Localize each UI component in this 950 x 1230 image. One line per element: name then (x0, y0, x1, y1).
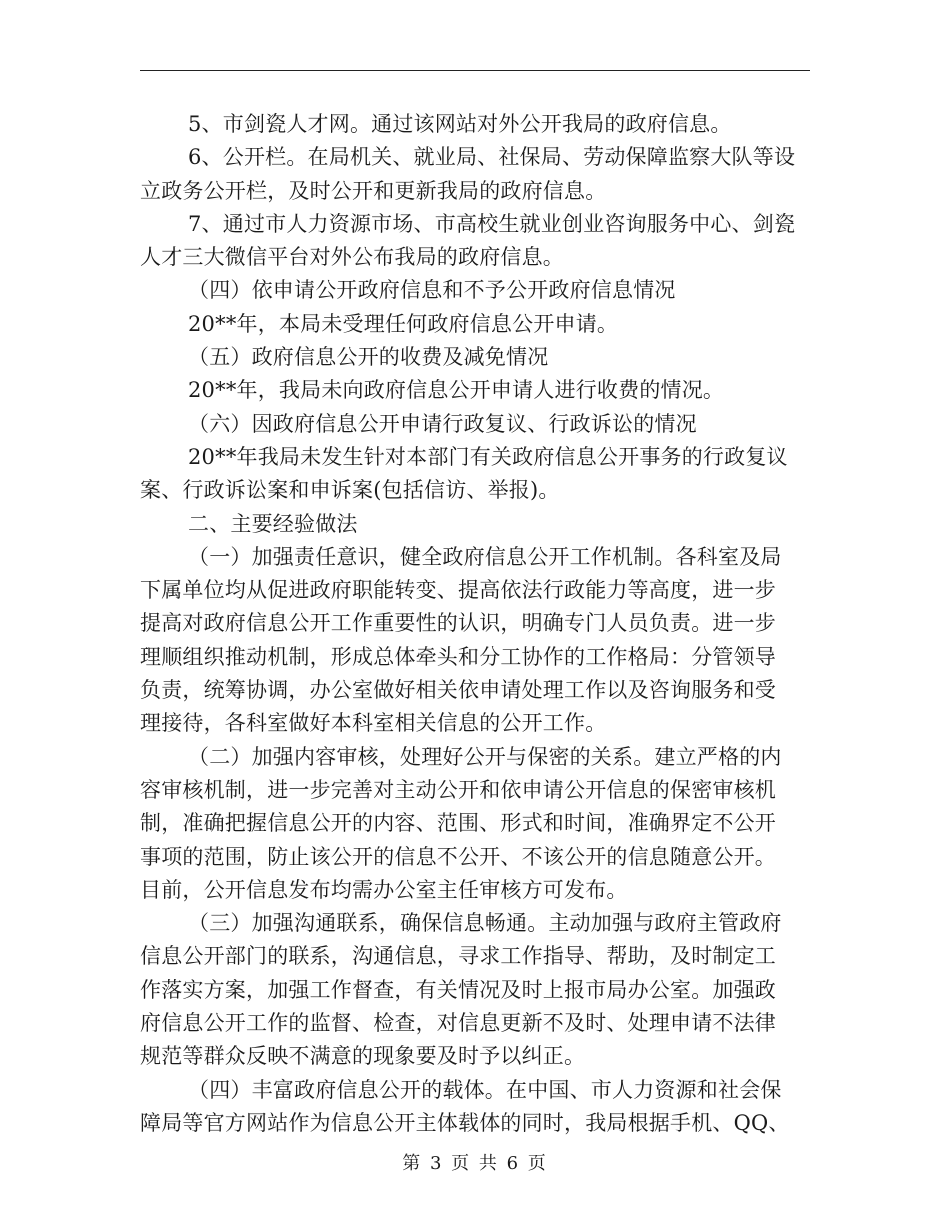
document-body (140, 108, 810, 1140)
text-line: （四）丰富政府信息公开的载体。在中国、市人力资源和社会保 (188, 1077, 782, 1102)
text-line: 作落实方案，加强工作督查，有关情况及时上报市局办公室。加强政 (140, 977, 776, 1002)
text-line: 制，准确把握信息公开的内容、范围、形式和时间，准确界定不公开 (140, 811, 776, 836)
text-line: 理接待，各科室做好本科室相关信息的公开工作。 (140, 711, 607, 736)
text-line: （四）依申请公开政府信息和不予公开政府信息情况 (188, 278, 676, 303)
text-line: （五）政府信息公开的收费及减免情况 (188, 345, 549, 370)
text-line: 20**年，本局未受理任何政府信息公开申请。 (188, 311, 619, 336)
text-line: （三）加强沟通联系，确保信息畅通。主动加强与政府主管政府 (188, 911, 782, 936)
text-line: 5、市剑瓷人才网。通过该网站对外公开我局的政府信息。 (188, 112, 732, 136)
text-line: 立政务公开栏，及时公开和更新我局的政府信息。 (140, 178, 607, 203)
text-line: 府信息公开工作的监督、检查，对信息更新不及时、处理申请不法律 (140, 1011, 776, 1036)
text-line: （一）加强责任意识，健全政府信息公开工作机制。各科室及局 (188, 544, 782, 569)
text-line: 规范等群众反映不满意的现象要及时予以纠正。 (140, 1044, 586, 1069)
text-line: 下属单位均从促进政府职能转变、提高依法行政能力等高度，进一步 (140, 578, 776, 603)
text-line: （六）因政府信息公开申请行政复议、行政诉讼的情况 (188, 411, 697, 436)
text-line: 7、通过市人力资源市场、市高校生就业创业咨询服务中心、剑瓷 (188, 211, 796, 236)
text-line: 理顺组织推动机制，形成总体牵头和分工协作的工作格局：分管领导 (140, 644, 776, 669)
text-line: 障局等官方网站作为信息公开主体载体的同时，我局根据手机、QQ、 (140, 1110, 790, 1135)
text-line: 提高对政府信息公开工作重要性的认识，明确专门人员负责。进一步 (140, 611, 776, 636)
text-line: 事项的范围，防止该公开的信息不公开、不该公开的信息随意公开。 (140, 844, 776, 869)
text-line: 二、主要经验做法 (188, 511, 358, 536)
text-line: 负责，统筹协调，办公室做好相关依申请处理工作以及咨询服务和受 (140, 678, 776, 703)
text-line: 6、公开栏。在局机关、就业局、社保局、劳动保障监察大队等设 (188, 145, 796, 170)
text-line: （二）加强内容审核，处理好公开与保密的关系。建立严格的内 (188, 744, 782, 769)
text-line: 20**年我局未发生针对本部门有关政府信息公开事务的行政复议 (188, 444, 788, 469)
text-line: 人才三大微信平台对外公布我局的政府信息。 (140, 245, 564, 270)
text-line: 20**年，我局未向政府信息公开申请人进行收费的情况。 (188, 378, 725, 403)
text-line: 容审核机制，进一步完善对主动公开和依申请公开信息的保密审核机 (140, 777, 776, 802)
text-line: 目前，公开信息发布均需办公室主任审核方可发布。 (140, 877, 628, 902)
text-line: 案、行政诉讼案和申诉案(包括信访、举报)。 (140, 478, 560, 503)
text-line: 信息公开部门的联系，沟通信息，寻求工作指导、帮助，及时制定工 (140, 944, 776, 969)
page-footer: 第 3 页 共 6 页 (402, 1153, 548, 1174)
header-rule (140, 70, 810, 71)
